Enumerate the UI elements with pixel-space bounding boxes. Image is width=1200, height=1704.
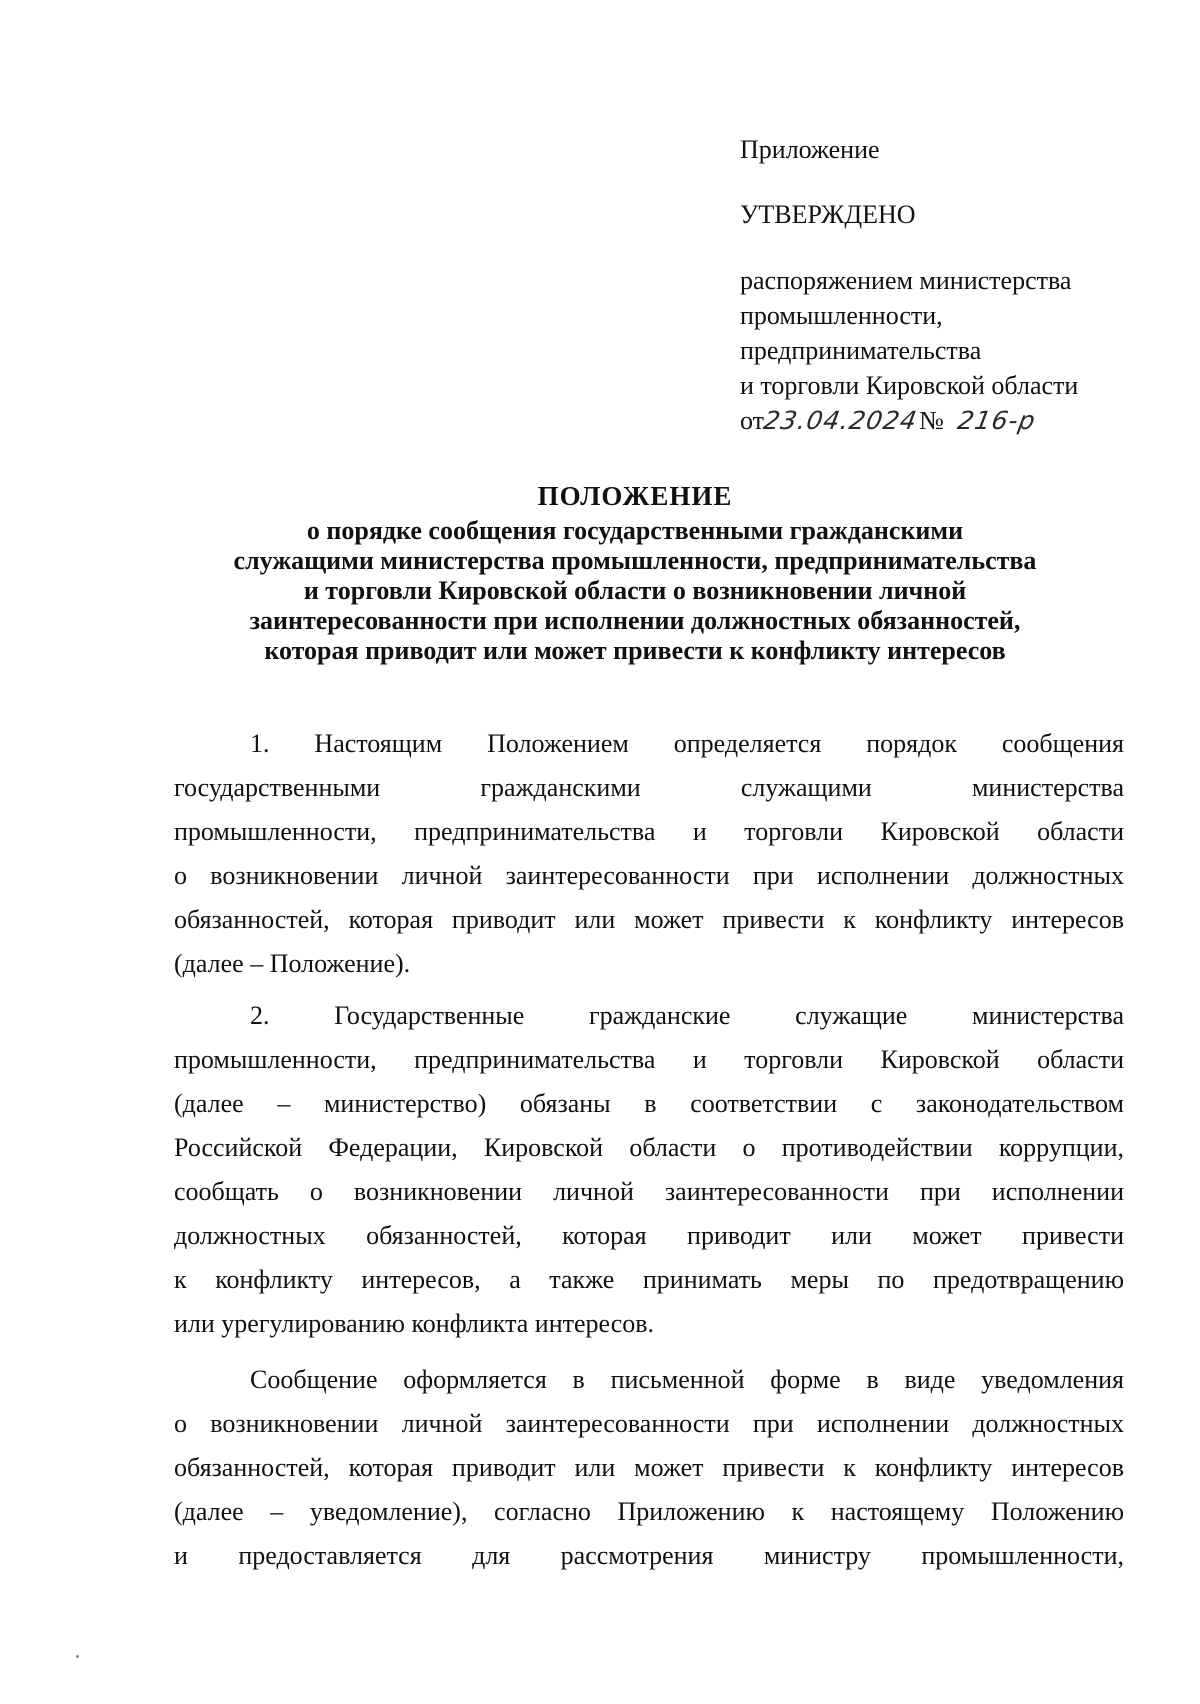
document-title: ПОЛОЖЕНИЕ [537,481,733,511]
approval-block [740,132,1160,438]
text-line: промышленности, предпринимательства и торговли Кировской области [174,1045,1124,1074]
title-subline: которая приводит или может привести к конфликту интересов [264,636,1006,665]
document-title-block [180,481,1090,666]
issuer-line: и торговли Кировской области [740,371,1079,400]
appendix-label: Приложение [740,135,880,164]
text-line: должностных обязанностей, которая приводит или может привести [174,1221,1124,1250]
text-line: о возникновении личной заинтересованности при исполнении должностных [174,861,1124,890]
title-subline: служащими министерства промышленности, предпринимательства [233,546,1037,575]
handwritten-order-number: 216-р [955,406,1039,435]
document-body [174,722,1124,1586]
text-line: (далее – уведомление), согласно Приложению к настоящему Положению [174,1497,1124,1526]
title-subline: заинтересованности при исполнении должностных обязанностей, [249,606,1021,635]
text-line: обязанностей, которая приводит или может привести к конфликту интересов [174,905,1124,934]
scan-speck [76,1655,79,1658]
text-line: к конфликту интересов, а также принимать меры по предотвращению [174,1265,1124,1294]
issuer-line: промышленности, [740,301,943,330]
text-line: Российской Федерации, Кировской области о противодействии коррупции, [174,1133,1124,1162]
text-line: государственными гражданскими служащими министерства [174,773,1124,802]
paragraph-1 [174,722,1124,986]
paragraph-3 [174,1358,1124,1578]
text-line: (далее – Положение). [174,949,411,978]
text-line: (далее – министерство) обязаны в соответствии с законодательством [174,1089,1124,1118]
paragraph-2 [174,994,1124,1346]
order-number-label: № [919,406,944,435]
text-line: обязанностей, которая приводит или может привести к конфликту интересов [174,1453,1124,1482]
handwritten-order-date: 23.04.2024 [761,406,920,435]
text-line: промышленности, предпринимательства и торговли Кировской области [174,817,1124,846]
approved-stamp-text: УТВЕРЖДЕНО [740,200,916,229]
text-line: Сообщение оформляется в письменной форме в виде уведомления [250,1365,1124,1394]
text-line: о возникновении личной заинтересованности при исполнении должностных [174,1409,1124,1438]
text-line: и предоставляется для рассмотрения министру промышленности, [174,1541,1124,1570]
text-line: 1. Настоящим Положением определяется порядок сообщения [250,729,1124,758]
text-line: сообщать о возникновении личной заинтересованности при исполнении [174,1177,1124,1206]
order-date-prefix: от [740,406,765,435]
issuer-line: распоряжением министерства [740,266,1072,295]
order-reference [740,403,1160,438]
text-line: 2. Государственные гражданские служащие министерства [250,1001,1124,1030]
title-subline: и торговли Кировской области о возникновении личной [303,576,967,605]
issuer-line: предпринимательства [740,336,982,365]
title-subline: о порядке сообщения государственными гражданскими [306,516,964,545]
text-line: или урегулированию конфликта интересов. [174,1309,655,1338]
